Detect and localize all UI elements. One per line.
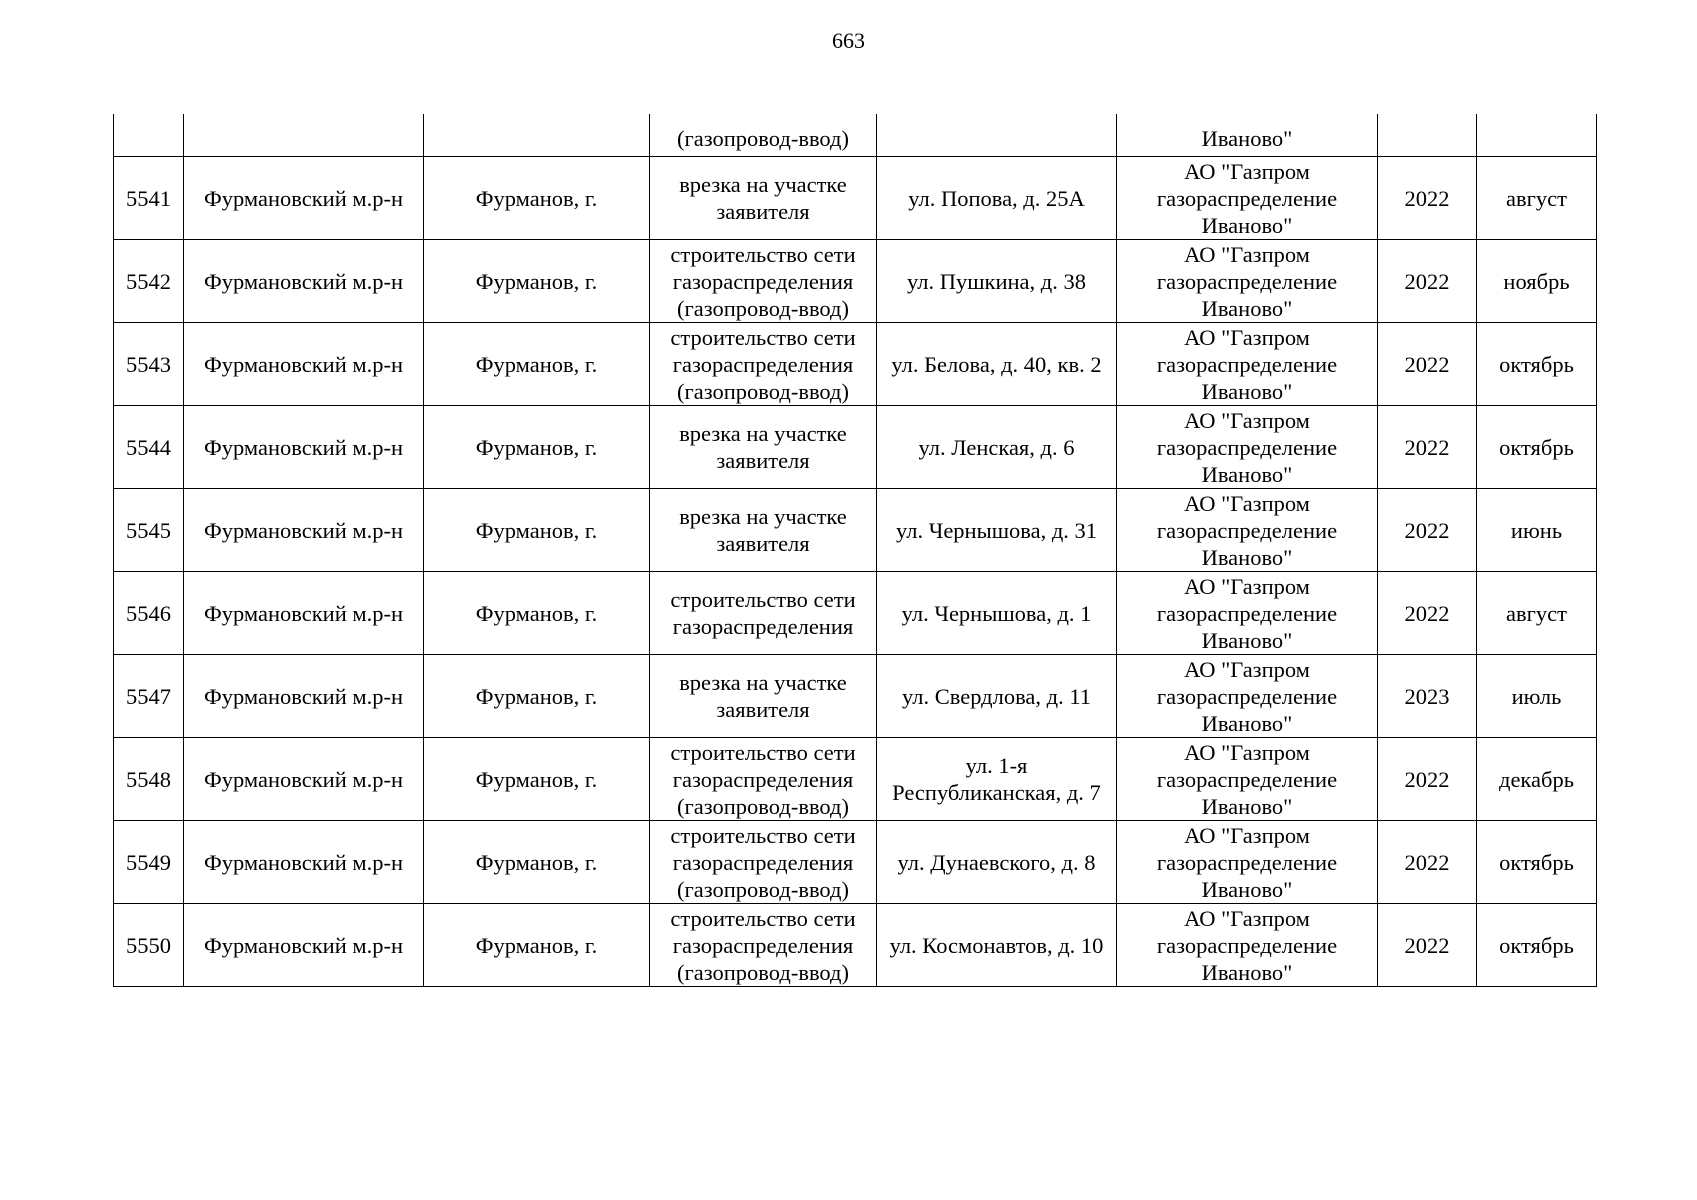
cell-address (877, 114, 1117, 157)
table-row (114, 406, 1597, 489)
cell-district: Фурмановский м.р-н (184, 489, 424, 572)
cell-year: 2023 (1378, 655, 1477, 738)
cell-org: АО "Газпром газораспределение Иваново" (1117, 240, 1378, 323)
cell-work: строительство сети газораспределения (газопровод-ввод) (650, 821, 877, 904)
cell-month: октябрь (1477, 406, 1597, 489)
cell-city: Фурманов, г. (424, 489, 650, 572)
cell-month: октябрь (1477, 904, 1597, 987)
cell-work: строительство сети газораспределения (650, 572, 877, 655)
cell-num: 5543 (114, 323, 184, 406)
cell-org: АО "Газпром газораспределение Иваново" (1117, 738, 1378, 821)
cell-year: 2022 (1378, 904, 1477, 987)
cell-district: Фурмановский м.р-н (184, 738, 424, 821)
cell-year (1378, 114, 1477, 157)
cell-year: 2022 (1378, 157, 1477, 240)
cell-month: октябрь (1477, 821, 1597, 904)
cell-org: АО "Газпром газораспределение Иваново" (1117, 157, 1378, 240)
cell-city: Фурманов, г. (424, 904, 650, 987)
cell-district: Фурмановский м.р-н (184, 157, 424, 240)
table-row (114, 572, 1597, 655)
cell-num: 5545 (114, 489, 184, 572)
table-row (114, 655, 1597, 738)
cell-year: 2022 (1378, 489, 1477, 572)
cell-address: ул. Белова, д. 40, кв. 2 (877, 323, 1117, 406)
cell-org: АО "Газпром газораспределение Иваново" (1117, 572, 1378, 655)
cell-num (114, 114, 184, 157)
cell-num: 5547 (114, 655, 184, 738)
table-row (114, 738, 1597, 821)
cell-district: Фурмановский м.р-н (184, 821, 424, 904)
cell-month: июль (1477, 655, 1597, 738)
cell-work: врезка на участке заявителя (650, 655, 877, 738)
cell-work: строительство сети газораспределения (газопровод-ввод) (650, 904, 877, 987)
cell-month: декабрь (1477, 738, 1597, 821)
cell-address: ул. Попова, д. 25А (877, 157, 1117, 240)
cell-org: АО "Газпром газораспределение Иваново" (1117, 406, 1378, 489)
cell-district: Фурмановский м.р-н (184, 240, 424, 323)
cell-address: ул. Чернышова, д. 1 (877, 572, 1117, 655)
cell-district (184, 114, 424, 157)
cell-year: 2022 (1378, 323, 1477, 406)
cell-district: Фурмановский м.р-н (184, 572, 424, 655)
table-row (114, 489, 1597, 572)
cell-city: Фурманов, г. (424, 240, 650, 323)
cell-num: 5544 (114, 406, 184, 489)
cell-address: ул. Ленская, д. 6 (877, 406, 1117, 489)
cell-city: Фурманов, г. (424, 323, 650, 406)
table-row-continuation (114, 114, 1597, 157)
cell-org: Иваново" (1117, 114, 1378, 157)
cell-city: Фурманов, г. (424, 406, 650, 489)
cell-city: Фурманов, г. (424, 821, 650, 904)
cell-org: АО "Газпром газораспределение Иваново" (1117, 655, 1378, 738)
cell-org: АО "Газпром газораспределение Иваново" (1117, 489, 1378, 572)
cell-month: октябрь (1477, 323, 1597, 406)
cell-district: Фурмановский м.р-н (184, 323, 424, 406)
table-row (114, 240, 1597, 323)
cell-month: ноябрь (1477, 240, 1597, 323)
table-row (114, 821, 1597, 904)
page-number: 663 (832, 28, 865, 53)
cell-num: 5549 (114, 821, 184, 904)
cell-address: ул. 1-я Республиканская, д. 7 (877, 738, 1117, 821)
cell-district: Фурмановский м.р-н (184, 904, 424, 987)
gas-connection-table (113, 114, 1597, 987)
cell-num: 5548 (114, 738, 184, 821)
cell-city (424, 114, 650, 157)
cell-num: 5546 (114, 572, 184, 655)
cell-city: Фурманов, г. (424, 572, 650, 655)
cell-year: 2022 (1378, 406, 1477, 489)
cell-work: врезка на участке заявителя (650, 157, 877, 240)
table-row (114, 157, 1597, 240)
cell-year: 2022 (1378, 821, 1477, 904)
cell-city: Фурманов, г. (424, 738, 650, 821)
cell-year: 2022 (1378, 572, 1477, 655)
cell-address: ул. Космонавтов, д. 10 (877, 904, 1117, 987)
cell-org: АО "Газпром газораспределение Иваново" (1117, 904, 1378, 987)
cell-month (1477, 114, 1597, 157)
cell-work: (газопровод-ввод) (650, 114, 877, 157)
cell-month: август (1477, 157, 1597, 240)
cell-org: АО "Газпром газораспределение Иваново" (1117, 323, 1378, 406)
cell-district: Фурмановский м.р-н (184, 406, 424, 489)
cell-work: врезка на участке заявителя (650, 489, 877, 572)
cell-work: строительство сети газораспределения (газопровод-ввод) (650, 323, 877, 406)
cell-address: ул. Чернышова, д. 31 (877, 489, 1117, 572)
cell-month: август (1477, 572, 1597, 655)
cell-num: 5542 (114, 240, 184, 323)
cell-year: 2022 (1378, 738, 1477, 821)
cell-address: ул. Свердлова, д. 11 (877, 655, 1117, 738)
cell-work: строительство сети газораспределения (газопровод-ввод) (650, 240, 877, 323)
cell-num: 5550 (114, 904, 184, 987)
cell-org: АО "Газпром газораспределение Иваново" (1117, 821, 1378, 904)
cell-num: 5541 (114, 157, 184, 240)
cell-year: 2022 (1378, 240, 1477, 323)
cell-work: врезка на участке заявителя (650, 406, 877, 489)
cell-work: строительство сети газораспределения (газопровод-ввод) (650, 738, 877, 821)
cell-month: июнь (1477, 489, 1597, 572)
cell-city: Фурманов, г. (424, 157, 650, 240)
cell-address: ул. Дунаевского, д. 8 (877, 821, 1117, 904)
table-row (114, 323, 1597, 406)
table-row (114, 904, 1597, 987)
cell-district: Фурмановский м.р-н (184, 655, 424, 738)
cell-address: ул. Пушкина, д. 38 (877, 240, 1117, 323)
cell-city: Фурманов, г. (424, 655, 650, 738)
